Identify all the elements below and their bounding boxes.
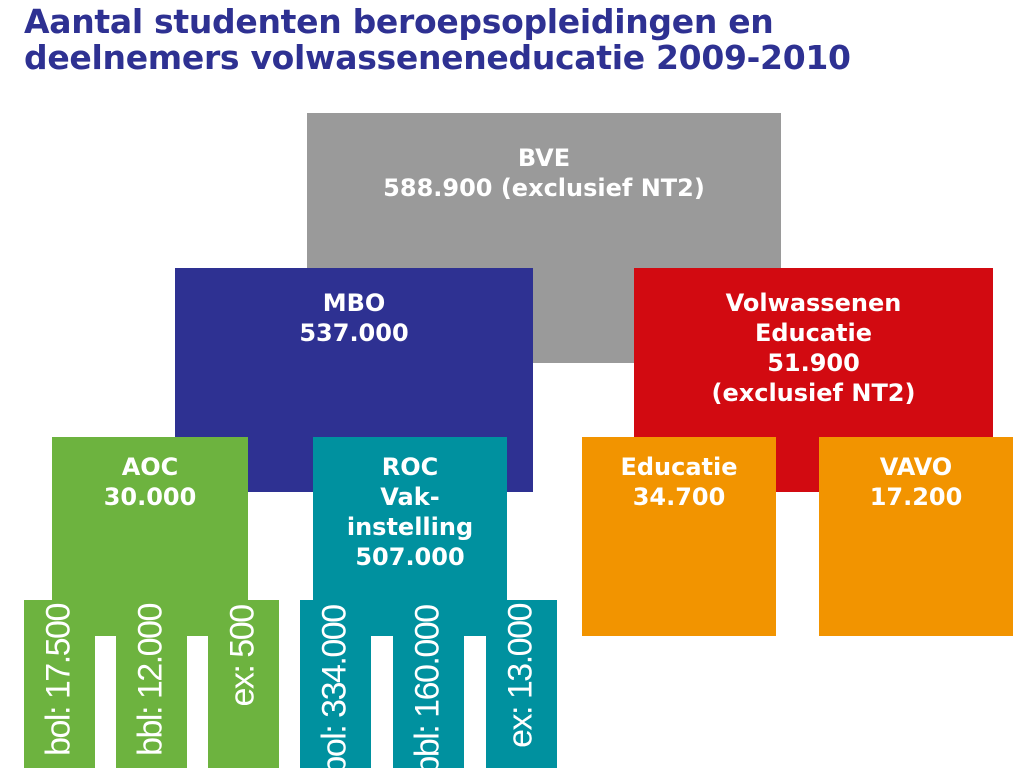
diagram-title [24,4,1014,76]
vavo-value: 17.200 [869,483,963,511]
mbo-label [175,288,533,348]
aoc-bol-label: bol: 17.500 [39,604,78,756]
roc-bol-label: bol: 334.000 [315,605,354,775]
educatie-label [582,452,776,512]
ve-note: (exclusief NT2) [711,379,916,407]
roc-value: 507.000 [355,543,465,571]
aoc-label [52,452,248,512]
volwassenen-educatie-label [634,288,993,408]
bve-name: BVE [517,144,571,172]
roc-ex-label: ex: 13.000 [501,604,540,748]
aoc-ex-label: ex: 500 [223,605,262,707]
title-line-2: deelnemers volwasseneneducatie 2009-2010 [24,38,851,77]
roc-line-3: instelling [346,513,474,541]
roc-line-2: Vak- [380,483,440,511]
educatie-box [582,437,776,636]
ve-line-2: Educatie [754,319,873,347]
roc-bbl-label: bbl: 160.000 [408,605,447,775]
vavo-box [819,437,1013,636]
bve-label [307,143,781,203]
roc-label [313,452,507,572]
aoc-value: 30.000 [103,483,197,511]
educatie-name: Educatie [620,453,738,481]
mbo-value: 537.000 [299,319,409,347]
vavo-label [819,452,1013,512]
vavo-name: VAVO [879,453,953,481]
ve-value: 51.900 [767,349,860,377]
bve-value: 588.900 (exclusief NT2) [383,174,705,202]
mbo-name: MBO [322,289,386,317]
roc-box [313,437,507,607]
aoc-name: AOC [121,453,179,481]
educatie-value: 34.700 [632,483,726,511]
aoc-bbl-label: bbl: 12.000 [131,604,170,756]
roc-name: ROC [381,453,439,481]
title-line-1: Aantal studenten beroepsopleidingen en [24,2,774,41]
aoc-box [52,437,248,607]
ve-line-1: Volwassenen [725,289,902,317]
